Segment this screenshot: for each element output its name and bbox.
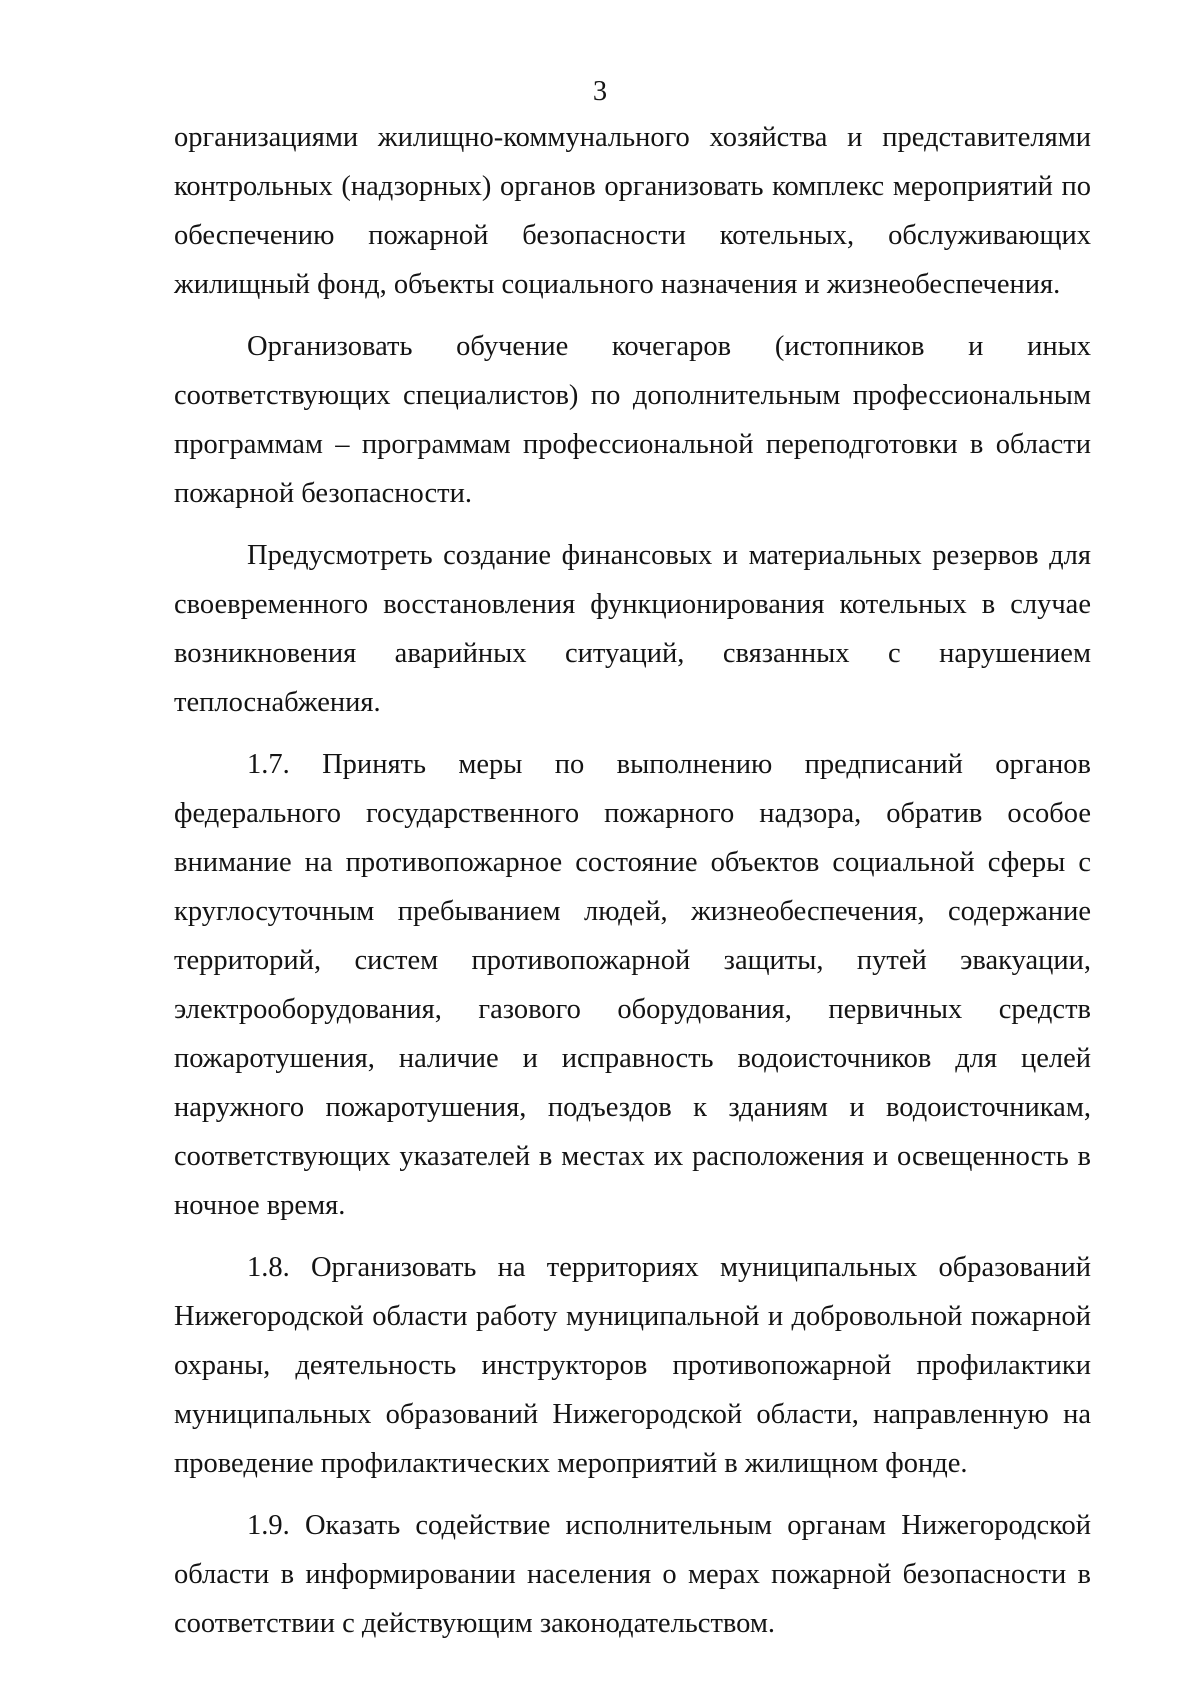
document-body xyxy=(174,113,1091,1661)
page-number: 3 xyxy=(592,76,608,107)
paragraph-1-7: 1.7. Принять меры по выполнению предписаний органов федерального государственного пожарного надзора, обратив особое внимание на противопожарное состояние объектов социальной сферы с круглосуточным пребыванием людей, жизнеобеспечения, содержание территорий, систем противопожарной защиты, путей эвакуации, электрооборудования, газового оборудования, первичных средств пожаротушения, наличие и исправность водоисточников для целей наружного пожаротушения, подъездов к зданиям и водоисточникам, соответствующих указателей в местах их расположения и освещенность в ночное время. xyxy=(174,749,1091,1221)
paragraph-1-8: 1.8. Организовать на территориях муниципальных образований Нижегородской области работу муниципальной и добровольной пожарной охраны, деятельность инструкторов противопожарной профилактики муниципальных образований Нижегородской области, направленную на проведение профилактических мероприятий в жилищном фонде. xyxy=(174,1252,1091,1479)
paragraph-reserves: Предусмотреть создание финансовых и материальных резервов для своевременного восстановления функционирования котельных в случае возникновения аварийных ситуаций, связанных с нарушением теплоснабжения. xyxy=(174,540,1091,718)
paragraph-stoker-training: Организовать обучение кочегаров (истопников и иных соответствующих специалистов) по дополнительным профессиональным программам – программам профессиональной переподготовки в области пожарной безопасности. xyxy=(174,331,1091,509)
paragraph-continuation: организациями жилищно-коммунального хозяйства и представителями контрольных (надзорных) органов организовать комплекс мероприятий по обеспечению пожарной безопасности котельных, обслуживающих жилищный фонд, объекты социального назначения и жизнеобеспечения. xyxy=(174,122,1091,300)
paragraph-1-9: 1.9. Оказать содействие исполнительным органам Нижегородской области в информировании населения о мерах пожарной безопасности в соответствии с действующим законодательством. xyxy=(174,1510,1091,1639)
